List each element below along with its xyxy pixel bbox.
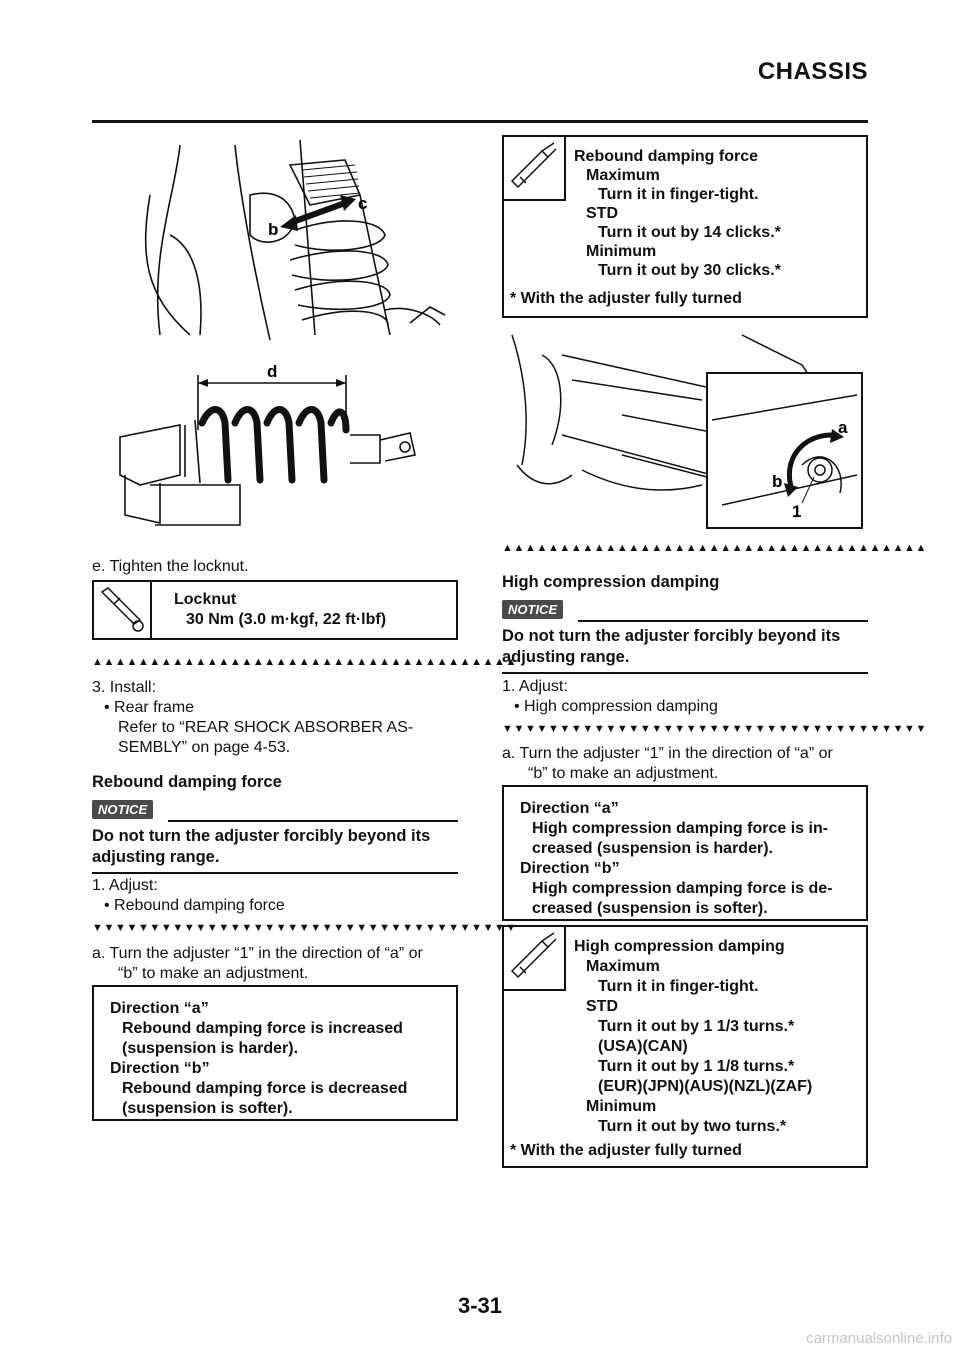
notice-rule-top [168, 820, 458, 822]
direction-a-title: Direction “a” [110, 1000, 209, 1017]
install-step [92, 678, 458, 758]
notice-rule-bottom-right [502, 672, 868, 674]
step-a-line2: “b” to make an adjustment. [118, 965, 309, 982]
rebound-footnote: * With the adjuster fully turned [510, 290, 742, 307]
notice-line2-right: adjusting range. [502, 648, 630, 666]
adjust-step-right [502, 677, 868, 717]
install-step-title: 3. Install: [92, 679, 157, 696]
hc-direction-a-line1: High compression damping force is in- [532, 820, 829, 837]
hc-direction-b-title: Direction “b” [520, 860, 620, 877]
adjuster-illustration [502, 325, 868, 537]
rebound-std-label: STD [586, 205, 618, 222]
highcomp-heading: High compression damping [502, 573, 720, 591]
hc-min-label: Minimum [586, 1098, 657, 1115]
hc-footnote: * With the adjuster fully turned [510, 1142, 742, 1159]
install-ref-line1: Refer to “REAR SHOCK ABSORBER AS- [118, 719, 414, 736]
rebound-min-label: Minimum [586, 243, 657, 260]
locknut-title: Locknut [174, 591, 237, 608]
hc-std-value2: Turn it out by 1 1/8 turns.* [598, 1058, 795, 1075]
install-item: • Rear frame [104, 699, 195, 716]
hc-spec-title: High compression damping [574, 938, 785, 955]
rebound-max-label: Maximum [586, 167, 660, 184]
separator-triangles-down-right: ▼▼▼▼▼▼▼▼▼▼▼▼▼▼▼▼▼▼▼▼▼▼▼▼▼▼▼▼▼▼▼▼▼▼▼▼▼ [502, 723, 928, 735]
step-a-left [92, 944, 458, 984]
hc-std-label: STD [586, 998, 618, 1015]
label-a-fig3: a [838, 418, 848, 437]
hc-std-region2: (EUR)(JPN)(AUS)(NZL)(ZAF) [598, 1078, 813, 1095]
label-b: b [268, 220, 279, 239]
notice-rule-top-right [578, 620, 868, 622]
rebound-direction-box [92, 985, 458, 1121]
hc-direction-b-line1: High compression damping force is de- [532, 880, 833, 897]
shock-top-illustration [130, 135, 450, 345]
step-a-right [502, 744, 868, 784]
adjust-title-right: 1. Adjust: [502, 678, 568, 695]
rebound-std-value: Turn it out by 14 clicks.* [598, 224, 781, 241]
adjust-item-right: • High compression damping [514, 698, 718, 715]
notice-rule-bottom [92, 872, 458, 874]
separator-triangles-up-right: ▲▲▲▲▲▲▲▲▲▲▲▲▲▲▲▲▲▲▲▲▲▲▲▲▲▲▲▲▲▲▲▲▲▲▲▲▲ [502, 542, 928, 554]
label-1-fig3: 1 [792, 502, 802, 521]
rebound-heading: Rebound damping force [92, 773, 282, 791]
locknut-value: 30 Nm (3.0 m·kgf, 22 ft·lbf) [186, 611, 387, 628]
torque-wrench-icon [94, 582, 152, 638]
hc-direction-a-title: Direction “a” [520, 800, 619, 817]
page-title: CHASSIS [757, 58, 868, 85]
notice-line2: adjusting range. [92, 848, 220, 866]
notice-text-right [502, 626, 868, 668]
direction-b-line2: (suspension is softer). [122, 1100, 293, 1117]
rebound-min-value: Turn it out by 30 clicks.* [598, 262, 781, 279]
label-b-fig3: b [772, 472, 783, 491]
hc-max-label: Maximum [586, 958, 660, 975]
install-ref-line2: SEMBLY” on page 4-53. [118, 739, 291, 756]
separator-triangles-down: ▼▼▼▼▼▼▼▼▼▼▼▼▼▼▼▼▼▼▼▼▼▼▼▼▼▼▼▼▼▼▼▼▼▼▼▼▼ [92, 922, 518, 934]
direction-a-line1: Rebound damping force is increased [122, 1020, 403, 1037]
notice-badge-label: NOTICE [92, 800, 153, 819]
adjust-step-left [92, 876, 458, 916]
step-a-right-line2: “b” to make an adjustment. [528, 765, 719, 782]
rebound-max-value: Turn it in finger-tight. [598, 186, 759, 203]
notice-badge-label-right: NOTICE [502, 600, 563, 619]
notice-badge-right [502, 600, 563, 619]
step-a-line1: a. Turn the adjuster “1” in the direction of “a” or [92, 945, 423, 962]
label-c: c [358, 194, 368, 213]
locknut-spec-box [92, 580, 458, 640]
direction-a-line2: (suspension is harder). [122, 1040, 299, 1057]
adjust-title: 1. Adjust: [92, 877, 158, 894]
watermark[interactable]: carmanualsonline.info [806, 1330, 952, 1347]
hc-std-value1: Turn it out by 1 1/3 turns.* [598, 1018, 795, 1035]
header-rule [92, 120, 868, 123]
shock-side-illustration [110, 355, 430, 540]
hc-min-value: Turn it out by two turns.* [598, 1118, 787, 1135]
hc-std-region1: (USA)(CAN) [598, 1038, 688, 1055]
notice-line1-right: Do not turn the adjuster forcibly beyond its [502, 627, 841, 645]
separator-triangles-up: ▲▲▲▲▲▲▲▲▲▲▲▲▲▲▲▲▲▲▲▲▲▲▲▲▲▲▲▲▲▲▲▲▲▲▲▲▲ [92, 656, 518, 668]
direction-b-title: Direction “b” [110, 1060, 210, 1077]
notice-badge-left [92, 800, 153, 819]
direction-b-line1: Rebound damping force is decreased [122, 1080, 408, 1097]
page-number: 3-31 [457, 1293, 503, 1318]
highcomp-spec-box [502, 925, 868, 1168]
hc-direction-b-line2: creased (suspension is softer). [532, 900, 768, 917]
rebound-spec-title: Rebound damping force [574, 148, 758, 165]
hc-max-value: Turn it in finger-tight. [598, 978, 759, 995]
rebound-spec-box [502, 135, 868, 318]
notice-text-left [92, 826, 458, 868]
screwdriver-icon-2 [504, 927, 566, 991]
highcomp-direction-box [502, 785, 868, 921]
label-d: d [267, 362, 278, 381]
step-a-right-line1: a. Turn the adjuster “1” in the direction of “a” or [502, 745, 833, 762]
hc-direction-a-line2: creased (suspension is harder). [532, 840, 773, 857]
adjust-item: • Rebound damping force [104, 897, 285, 914]
notice-line1: Do not turn the adjuster forcibly beyond its [92, 827, 431, 845]
step-e-text: e. Tighten the locknut. [92, 558, 249, 575]
screwdriver-icon [504, 137, 566, 201]
